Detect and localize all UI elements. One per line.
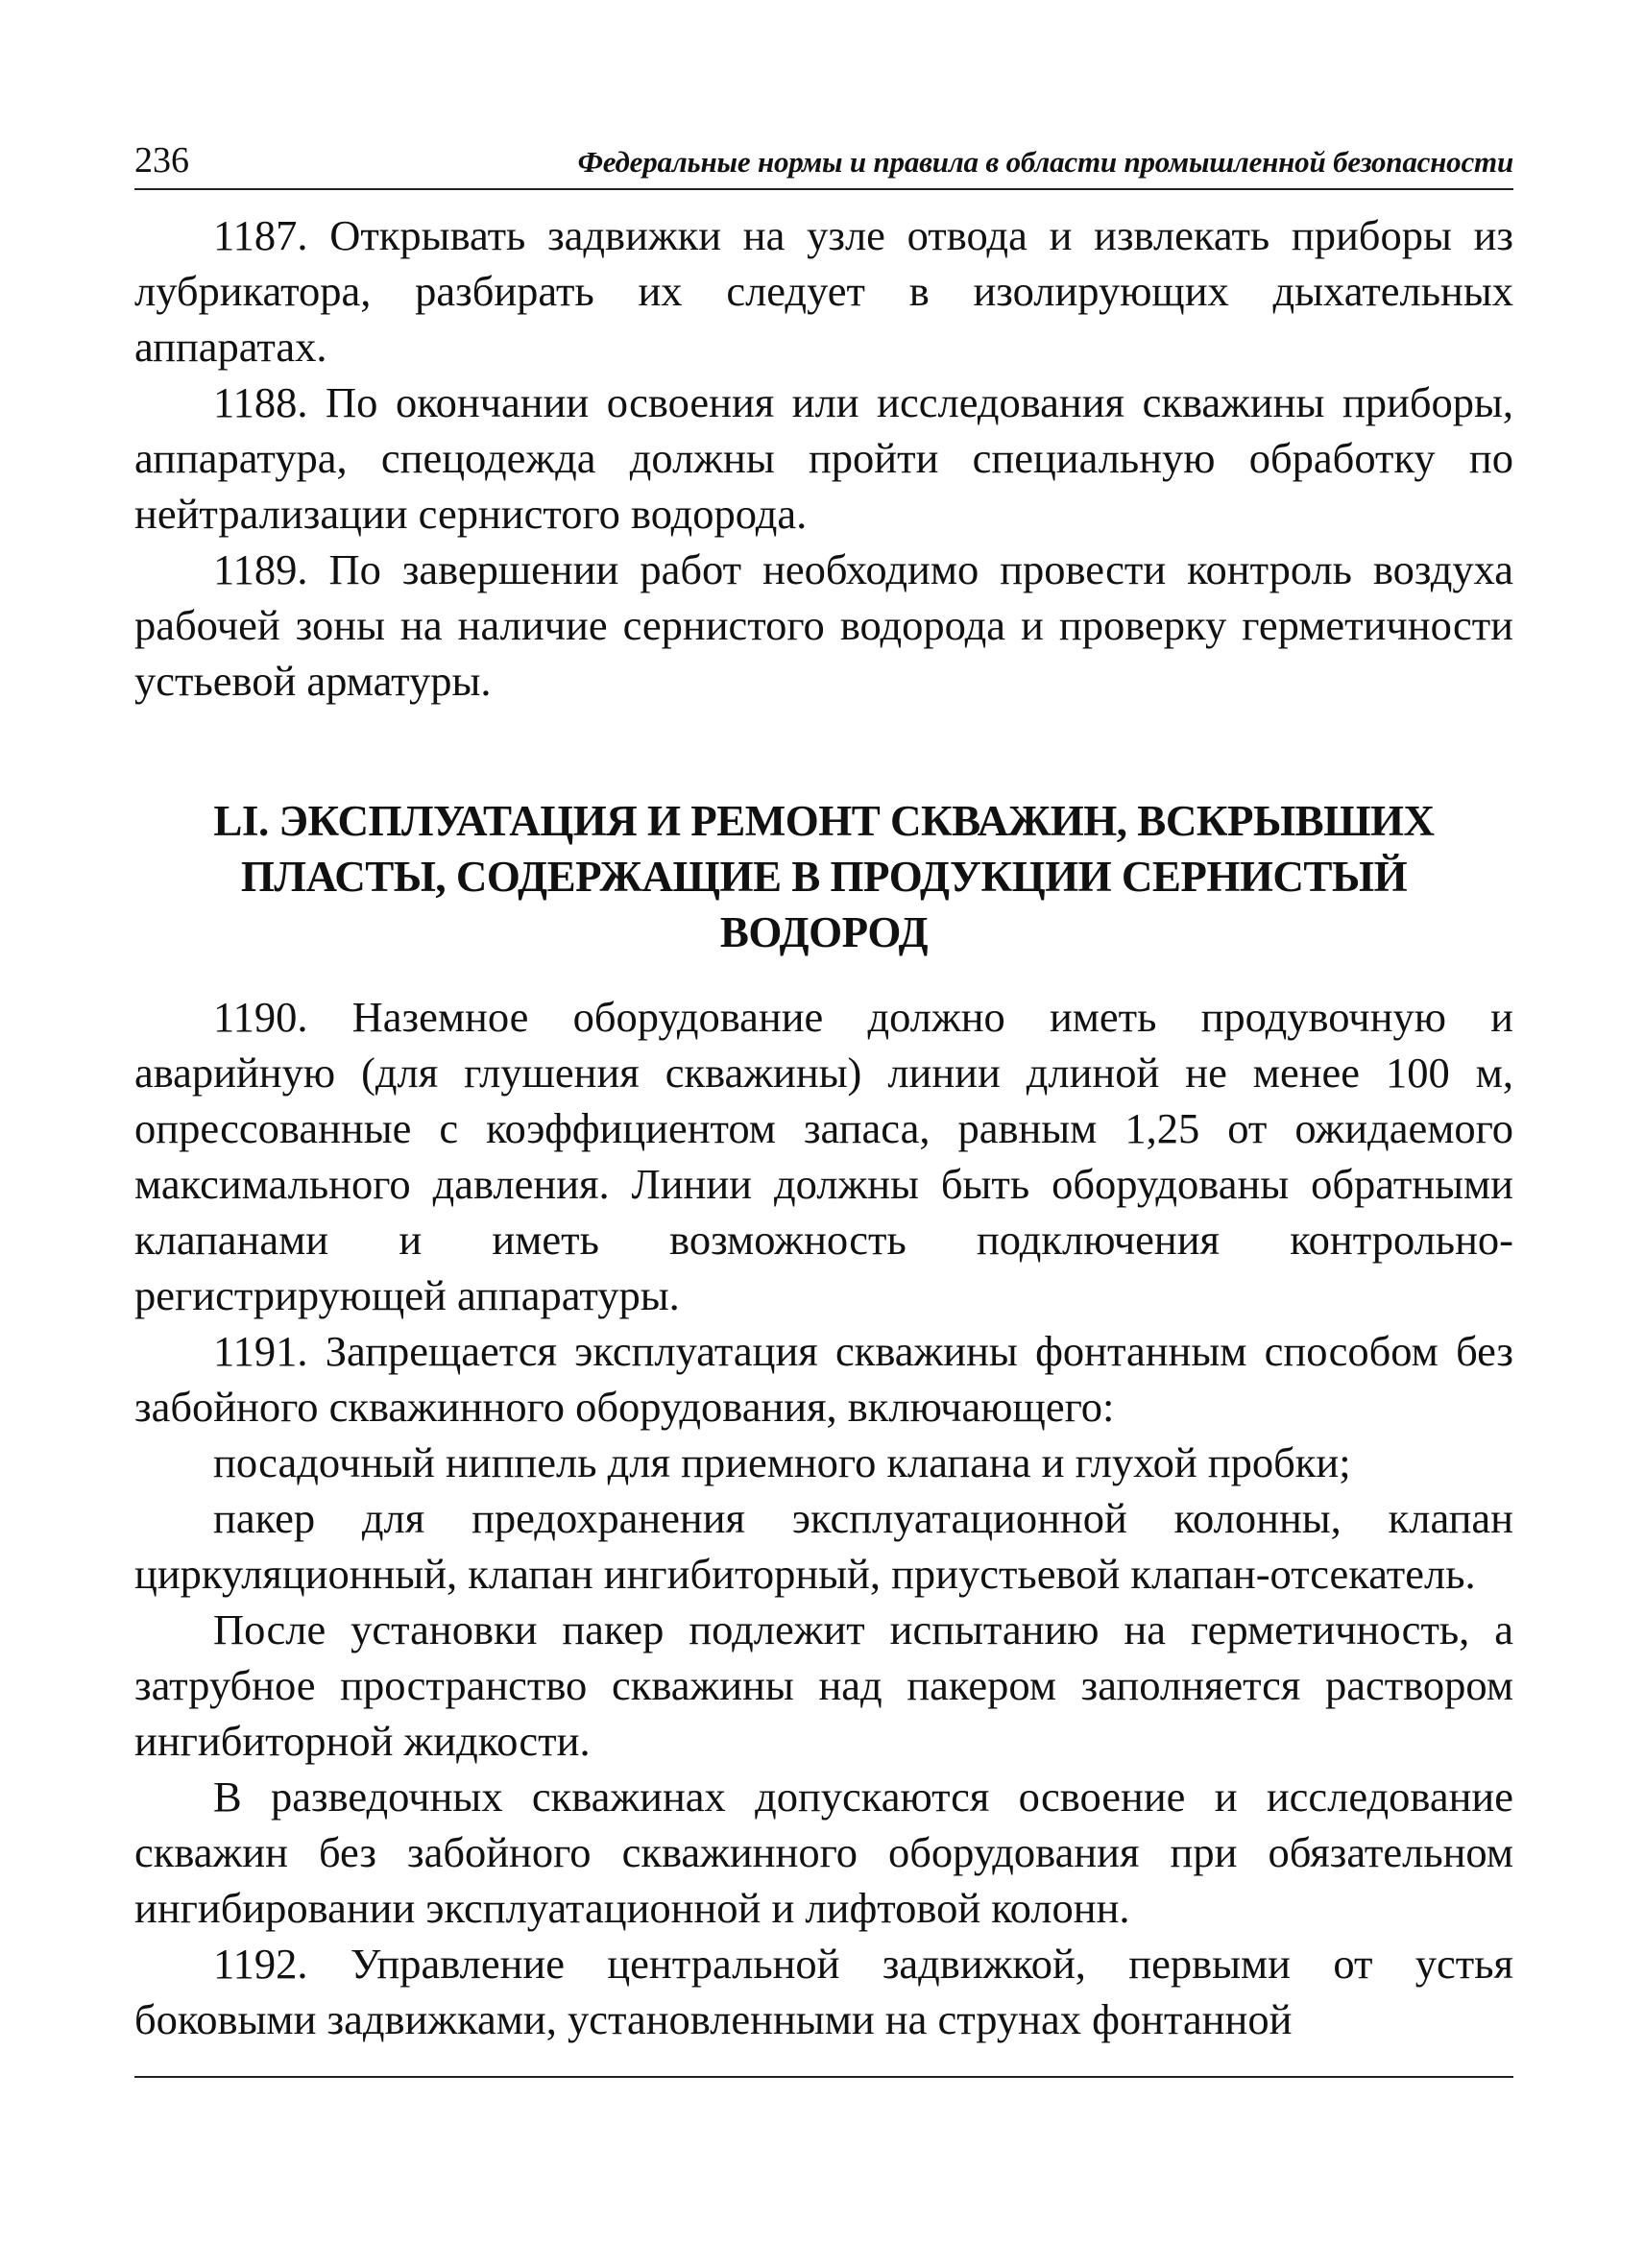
paragraph-1187: 1187. Открывать задвижки на узле отвода и извлекать приборы из лубрикатора, разбирать их следует в изолирующих дыхательных аппаратах. [134, 211, 1513, 371]
footer-rule [134, 2076, 1513, 2078]
paragraph-1188: 1188. По окончании освоения или исследования скважины приборы, аппаратура, спецодежда должны пройти специальную обработку по нейтрализации сернистого водорода. [134, 378, 1513, 538]
header-rule [134, 188, 1513, 190]
running-title: Федеральные нормы и правила в области промышленной безопасности [577, 145, 1513, 179]
paragraph-1192: 1192. Управление центральной задвижкой, первыми от устья боковыми задвижками, установленными на струнах фонтанной [134, 1940, 1513, 2043]
section-heading-line-1: LI. ЭКСПЛУАТАЦИЯ И РЕМОНТ СКВАЖИН, ВСКРЫВШИХ [213, 797, 1435, 845]
paragraph-1191-item-packer: пакер для предохранения эксплуатационной колонны, клапан циркуляционный, клапан ингибиторный, приустьевой клапан-отсекатель. [134, 1494, 1513, 1598]
paragraph-1191-item-nipple: посадочный ниппель для приемного клапана и глухой пробки; [213, 1438, 1351, 1486]
paragraph-exploration-wells: В разведочных скважинах допускаются освоение и исследование скважин без забойного скважинного оборудования при обязательном ингибировании эксплуатационной и лифтовой колонн. [134, 1773, 1513, 1932]
paragraph-packer-test: После установки пакер подлежит испытанию на герметичность, а затрубное пространство скважины над пакером заполняется раствором ингибиторной жидкости. [134, 1605, 1513, 1765]
paragraph-1189: 1189. По завершении работ необходимо провести контроль воздуха рабочей зоны на наличие сернистого водорода и проверку герметичности устьевой арматуры. [134, 545, 1513, 705]
section-heading-line-3: ВОДОРОД [719, 908, 929, 956]
paragraph-1191: 1191. Запрещается эксплуатация скважины фонтанным способом без забойного скважинного оборудования, включающего: [134, 1327, 1513, 1431]
section-heading-line-2: ПЛАСТЫ, СОДЕРЖАЩИЕ В ПРОДУКЦИИ СЕРНИСТЫЙ [240, 853, 1408, 901]
section-heading [134, 793, 1513, 960]
document-page [134, 134, 1513, 2078]
page-number: 236 [134, 140, 189, 181]
paragraph-1190: 1190. Наземное оборудование должно иметь продувочную и аварийную (для глушения скважины) линии длиной не менее 100 м, опрессованные с коэффициентом запаса, равным 1,25 от ожидаемого максимального давления. Линии должны быть оборудованы обратными клапанами и иметь возможность подключения контрольно-регистрирующей аппаратуры. [134, 993, 1513, 1319]
running-head [134, 134, 1513, 186]
